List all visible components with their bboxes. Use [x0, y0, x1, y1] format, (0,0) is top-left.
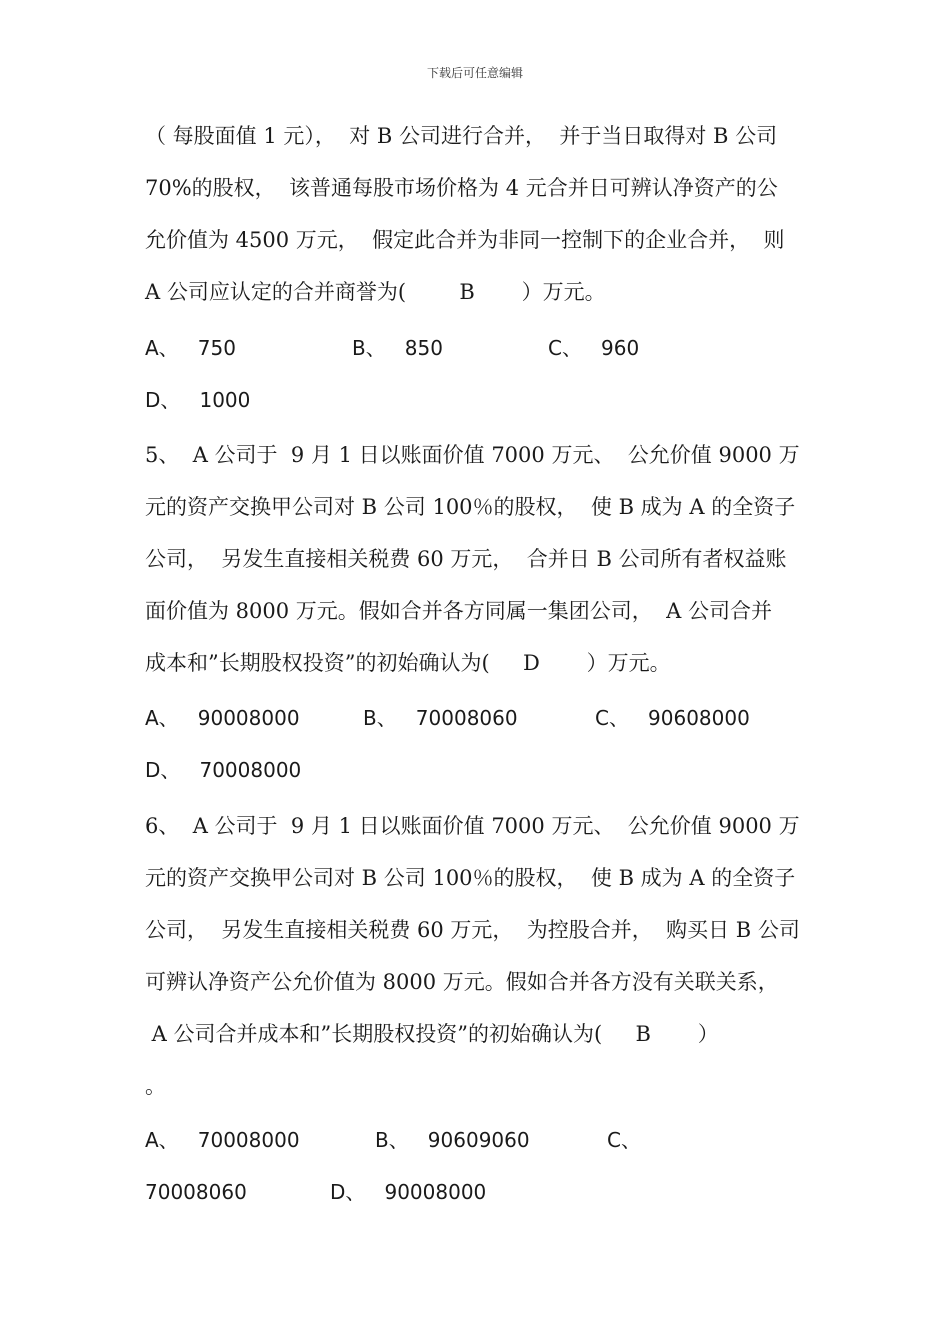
q4-line-3: 允价值为 4500 万元， 假定此合并为非同一控制下的企业合并， 则 — [145, 228, 785, 252]
q5-line-5: 成本和”长期股权投资”的初始确认为( D ）万元。 — [145, 651, 671, 675]
q4-option-c: C、 960 — [548, 336, 640, 360]
q4-option-d: D、 1000 — [145, 388, 251, 412]
q4-option-a: A、 750 — [145, 336, 236, 360]
q4-line-4: A 公司应认定的合并商誉为( B ）万元。 — [145, 280, 606, 304]
page-header: 下载后可任意编辑 — [426, 66, 523, 80]
q5-option-c: C、 90608000 — [595, 706, 750, 730]
q4-option-b: B、 850 — [352, 336, 443, 360]
q5-line-4: 面价值为 8000 万元。假如合并各方同属一集团公司， A 公司合并 — [145, 599, 772, 623]
q5-line-1: 5、 A 公司于 9 月 1 日以账面价值 7000 万元、 公允价值 9000 万 — [145, 443, 800, 467]
q6-option-d: D、 90008000 — [330, 1180, 487, 1204]
q6-line-5: A 公司合并成本和”长期股权投资”的初始确认为( B ） — [145, 1022, 719, 1046]
q4-line-1: （ 每股面值 1 元）， 对 B 公司进行合并， 并于当日取得对 B 公司 — [145, 124, 778, 148]
q5-option-b: B、 70008060 — [363, 706, 518, 730]
q6-option-a: A、 70008000 — [145, 1128, 300, 1152]
q6-line-6: 。 — [145, 1074, 166, 1098]
q5-line-3: 公司， 另发生直接相关税费 60 万元， 合并日 B 公司所有者权益账 — [145, 547, 787, 571]
q6-option-c-value: 70008060 — [145, 1180, 247, 1204]
q5-line-2: 元的资产交换甲公司对 B 公司 100％的股权， 使 B 成为 A 的全资子 — [145, 495, 796, 519]
q4-line-2: 70%的股权， 该普通每股市场价格为 4 元合并日可辨认净资产的公 — [145, 176, 778, 200]
q6-line-2: 元的资产交换甲公司对 B 公司 100％的股权， 使 B 成为 A 的全资子 — [145, 866, 796, 890]
q6-line-4: 可辨认净资产公允价值为 8000 万元。假如合并各方没有关联关系， — [145, 970, 779, 994]
q6-line-1: 6、 A 公司于 9 月 1 日以账面价值 7000 万元、 公允价值 9000 万 — [145, 814, 800, 838]
q6-option-b: B、 90609060 — [375, 1128, 530, 1152]
q6-option-c: C、 — [607, 1128, 641, 1152]
q6-line-3: 公司， 另发生直接相关税费 60 万元， 为控股合并， 购买日 B 公司 — [145, 918, 800, 942]
q5-option-d: D、 70008000 — [145, 758, 302, 782]
q5-option-a: A、 90008000 — [145, 706, 300, 730]
